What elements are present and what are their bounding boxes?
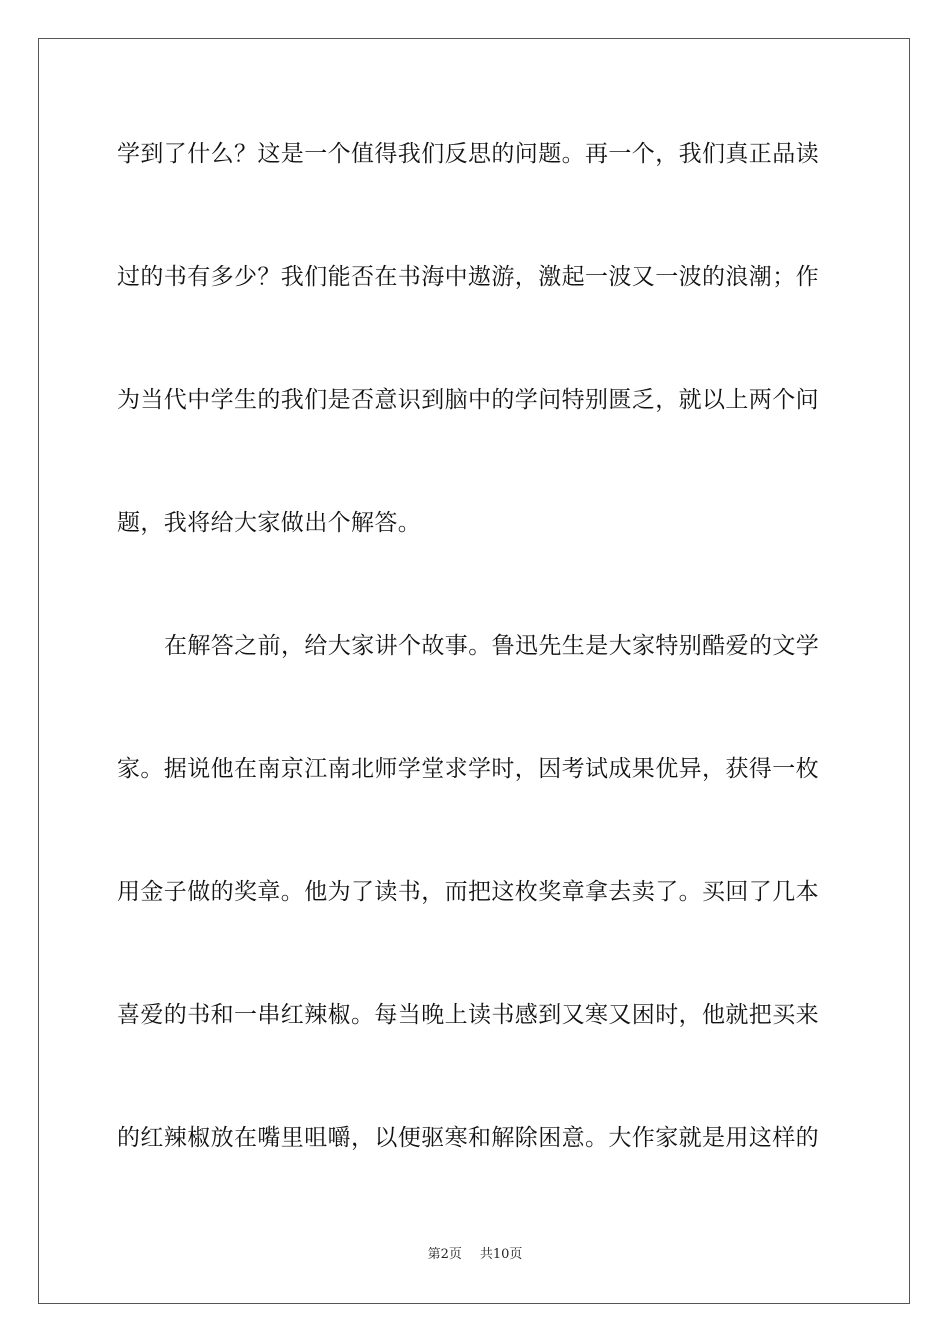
paragraph-first-line: 在解答之前，给大家讲个故事。鲁迅先生是大家特别酷爱的文学	[164, 633, 820, 659]
page-footer	[0, 1246, 950, 1264]
text-line: 家。据说他在南京江南北师学堂求学时，因考试成果优异，获得一枚	[117, 756, 819, 782]
text-line: 用金子做的奖章。他为了读书，而把这枚奖章拿去卖了。买回了几本	[117, 879, 819, 905]
text-line: 的红辣椒放在嘴里咀嚼，以便驱寒和解除困意。大作家就是用这样的	[117, 1125, 819, 1151]
text-line: 为当代中学生的我们是否意识到脑中的学问特别匮乏，就以上两个问	[117, 387, 819, 413]
text-line: 喜爱的书和一串红辣椒。每当晚上读书感到又寒又困时，他就把买来	[117, 1002, 819, 1028]
page-frame	[38, 38, 910, 1304]
page-total: 共10页	[479, 1247, 523, 1262]
text-line: 学到了什么？这是一个值得我们反思的问题。再一个，我们真正品读	[117, 141, 819, 167]
page-number: 第2页	[427, 1247, 462, 1262]
text-line: 过的书有多少？我们能否在书海中遨游，激起一波又一波的浪潮；作	[117, 264, 819, 290]
text-line: 题，我将给大家做出个解答。	[117, 510, 422, 536]
